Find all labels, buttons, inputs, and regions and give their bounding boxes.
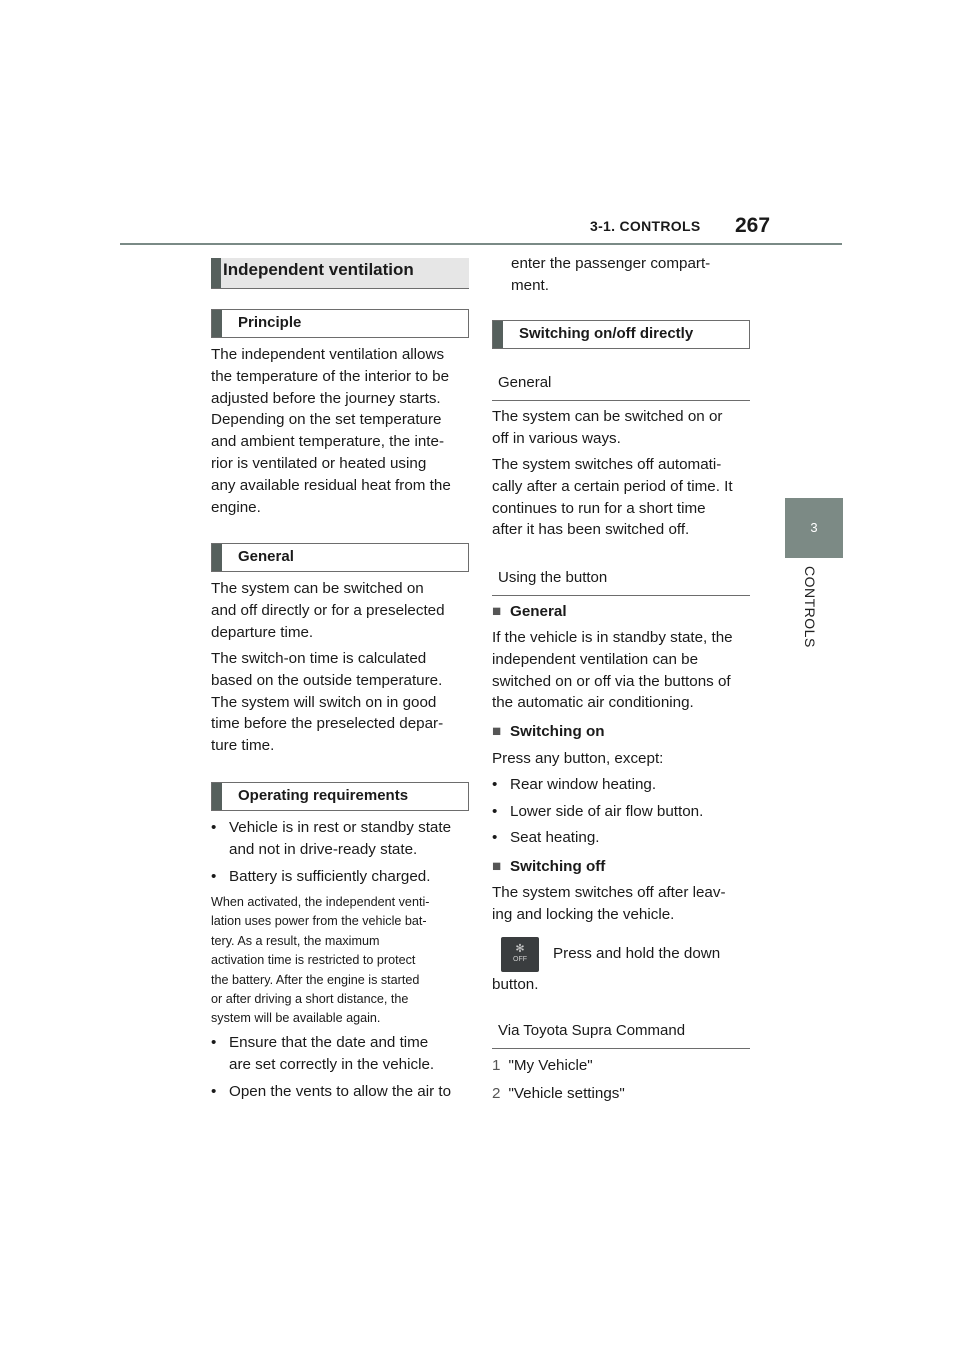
list-item: • Vehicle is in rest or standby state and not in drive-ready state.	[211, 819, 452, 858]
general-paragraph-right-2: The system switches off automati- cally after a certain period of time. It continues to run for a short time after it has been switched off.	[492, 456, 733, 539]
step-item: 1 "My Vehicle"	[492, 1057, 593, 1074]
bullet-icon: •	[211, 1034, 217, 1051]
heading-general: General	[211, 543, 469, 572]
square-bullet-icon: ■	[492, 858, 502, 875]
bullet-icon: •	[492, 829, 498, 846]
header-divider	[120, 243, 842, 245]
list-item: • Lower side of air flow button.	[492, 801, 750, 823]
bullet-icon: •	[492, 776, 498, 793]
list-item: • Rear window heating.	[492, 774, 750, 796]
fan-off-button-icon: ✻ OFF	[501, 937, 539, 972]
general-paragraph-right-1: The system can be switched on or off in various ways.	[492, 408, 723, 447]
list-item: • Open the vents to allow the air to	[211, 1081, 487, 1103]
page-number: 267	[735, 214, 771, 237]
press-any-text: Press any button, except:	[492, 750, 664, 767]
general-paragraph-2: The switch-on time is calculated based on the outside temperature. The system will switch on in good time before the preselected depar- ture time.	[211, 650, 444, 755]
fan-icon: ✻	[515, 943, 525, 955]
bullet-icon: •	[211, 868, 217, 885]
list-item: • Ensure that the date and time are set correctly in the vehicle.	[211, 1034, 435, 1073]
subheading-general: General	[492, 371, 750, 401]
switch-off-paragraph: The system switches off after leav- ing and locking the vehicle.	[492, 884, 726, 923]
square-heading-general: ■ General	[492, 601, 750, 623]
chapter-number: 3	[810, 520, 818, 535]
note-paragraph: When activated, the independent venti- lation uses power from the vehicle bat- tery. As a result, the maximum activation time is restricted to protect the battery. After the engine is started or after driving a short distance, the system will be available again.	[211, 895, 430, 1026]
bullet-icon: •	[211, 1083, 217, 1100]
heading-principle: Principle	[211, 309, 469, 338]
square-bullet-icon: ■	[492, 603, 502, 620]
square-heading-switching-on: ■ Switching on	[492, 721, 750, 743]
standby-paragraph: If the vehicle is in standby state, the independent ventilation can be switched on or off via the buttons of the automatic air conditioning.	[492, 629, 733, 712]
step-item: 2 "Vehicle settings"	[492, 1085, 625, 1102]
bullet-icon: •	[492, 803, 498, 820]
subheading-using-button: Using the button	[492, 566, 750, 596]
list-item: • Battery is sufficiently charged.	[211, 866, 487, 888]
heading-independent-ventilation: Independent ventilation	[211, 258, 469, 289]
list-item: • Seat heating.	[492, 827, 750, 849]
bullet-icon: •	[211, 819, 217, 836]
button-word-text: button.	[492, 976, 539, 993]
principle-paragraph: The independent ventilation allows the temperature of the interior to be adjusted before the journey starts. Depending on the set temperature and ambient temperature, the inte- rior is ventilated or heated using any available residual heat from the engine.	[211, 346, 451, 516]
chapter-label: CONTROLS	[802, 566, 818, 648]
general-paragraph-1: The system can be switched on and off directly or for a preselected departure time.	[211, 580, 445, 641]
section-title: 3-1. CONTROLS	[590, 218, 701, 234]
continued-text: enter the passenger compart- ment.	[511, 255, 711, 294]
subheading-via-command: Via Toyota Supra Command	[492, 1019, 750, 1049]
chapter-tab	[785, 498, 843, 558]
square-heading-switching-off: ■ Switching off	[492, 856, 750, 878]
heading-operating-requirements: Operating requirements	[211, 782, 469, 811]
press-hold-text: Press and hold the down	[553, 945, 721, 962]
heading-switching-directly: Switching on/off directly	[492, 320, 750, 349]
square-bullet-icon: ■	[492, 723, 502, 740]
